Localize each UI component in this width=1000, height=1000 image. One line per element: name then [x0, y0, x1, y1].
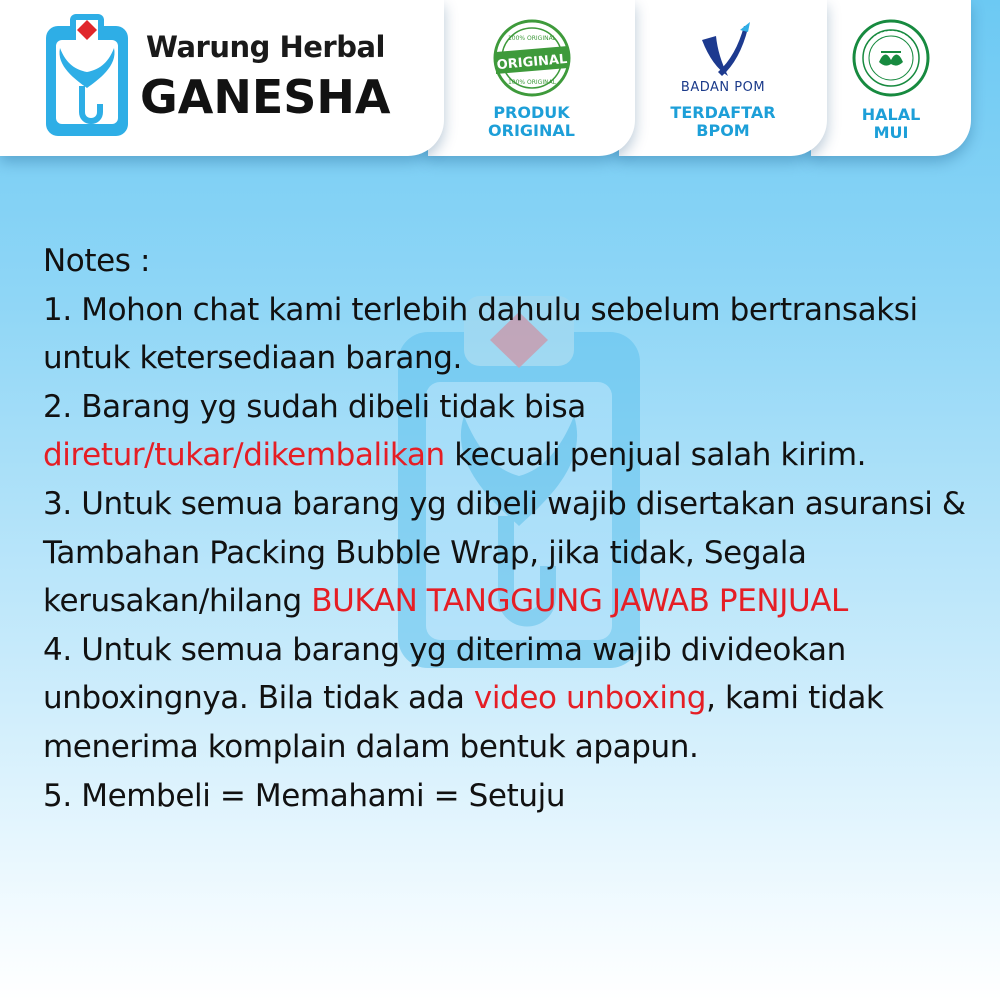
notes-block — [43, 237, 983, 820]
note-item-2-text: 2. Barang yg sudah dibeli tidak bisa — [43, 388, 586, 425]
note-item-2-highlight: diretur/tukar/dikembalikan — [43, 437, 445, 474]
bpom-logo-icon — [688, 20, 758, 82]
note-item-4-highlight: video unboxing — [473, 680, 707, 717]
badge-original-label: PRODUK ORIGINAL — [488, 103, 575, 140]
brand-name-line1: Warung Herbal — [146, 30, 385, 64]
badge-halal-mui — [811, 0, 971, 156]
note-item-5: 5. Membeli = Memahami = Setuju — [43, 777, 566, 814]
note-item-4 — [43, 626, 983, 772]
original-seal-icon — [492, 18, 572, 98]
brand-name-line2: GANESHA — [140, 70, 391, 124]
note-item-2 — [43, 383, 983, 480]
note-item-3 — [43, 480, 983, 626]
svg-text:100% ORIGINAL: 100% ORIGINAL — [507, 79, 556, 86]
note-item-3-text: 3. Untuk semua barang yg dibeli wajib disertakan asuransi & Tambahan Packing Bubble Wrap, jika tidak, Segala kerusakan/hilang — [43, 485, 966, 620]
note-item-2-text-end: kecuali penjual salah kirim. — [444, 437, 867, 474]
original-seal-text: ORIGINAL — [495, 51, 568, 74]
badge-halal-label: HALAL MUI — [861, 105, 921, 142]
badge-terdaftar-bpom — [619, 0, 827, 156]
notes-heading: Notes : — [43, 243, 151, 279]
note-item-3-highlight: BUKAN TANGGUNG JAWAB PENJUAL — [311, 583, 848, 620]
badge-bpom-label: TERDAFTAR BPOM — [670, 103, 776, 140]
bpom-logo-text: BADAN POM — [680, 80, 766, 95]
note-item-4-text-end: , kami tidak menerima komplain dalam bentuk apapun. — [43, 680, 884, 765]
note-item-4-text: 4. Untuk semua barang yg diterima wajib divideokan unboxingnya. Bila tidak ada — [43, 631, 846, 717]
ganesha-logo-icon — [44, 12, 130, 138]
brand-header — [0, 0, 444, 156]
badge-produk-original — [428, 0, 635, 156]
halal-mui-icon — [851, 18, 931, 98]
svg-text:100% ORIGINAL: 100% ORIGINAL — [507, 35, 556, 42]
note-item-1: 1. Mohon chat kami terlebih dahulu sebelum bertransaksi untuk ketersediaan barang. — [43, 291, 918, 377]
